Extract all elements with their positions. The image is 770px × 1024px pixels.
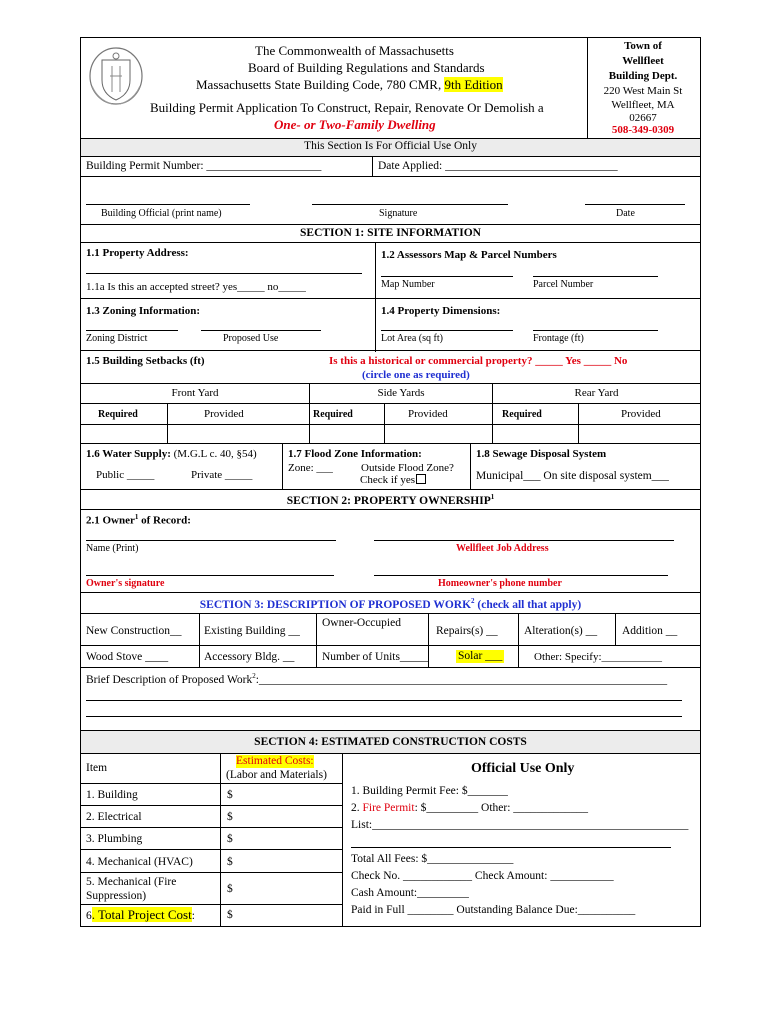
- rule: [492, 383, 493, 443]
- brief-description-label: Brief Description of Proposed Work: [86, 673, 253, 686]
- building-permit-fee-field[interactable]: 1. Building Permit Fee: $_______: [351, 785, 508, 797]
- rule: [518, 613, 519, 667]
- check-if-yes: [360, 474, 426, 487]
- rule: [282, 443, 283, 489]
- job-address-caption: Wellfleet Job Address: [456, 543, 549, 554]
- cost-row-fire-label-2: Suppression): [86, 890, 147, 902]
- border-top: [80, 37, 701, 38]
- proposed-use-caption: Proposed Use: [223, 333, 279, 344]
- homeowner-phone-caption: Homeowner's phone number: [438, 578, 562, 589]
- brief-line-2[interactable]: [86, 700, 682, 701]
- town-line-3: Building Dept.: [608, 70, 678, 82]
- rear-required: Required: [502, 409, 542, 420]
- labor-materials-header: (Labor and Materials): [226, 769, 327, 781]
- rule: [309, 383, 310, 443]
- rule: [80, 645, 701, 646]
- sewage-field[interactable]: Municipal___ On site disposal system___: [476, 470, 669, 482]
- water-supply-title: 1.6 Water Supply:: [86, 448, 171, 460]
- header-line-1: The Commonwealth of Massachusetts: [255, 43, 454, 58]
- rule: [80, 783, 343, 784]
- official-name-caption: Building Official (print name): [101, 208, 222, 219]
- accessory-bldg-option[interactable]: Accessory Bldg. __: [204, 651, 295, 663]
- alteration-option[interactable]: Alteration(s) __: [524, 625, 598, 637]
- town-box-divider: [587, 37, 588, 138]
- lot-area-caption: Lot Area (sq ft): [381, 333, 443, 344]
- lot-area-line[interactable]: [381, 330, 513, 331]
- check-if-yes-text: Check if yes: [360, 474, 415, 486]
- official-use-header: Official Use Only: [471, 761, 575, 776]
- rule: [80, 805, 343, 806]
- map-number-caption: Map Number: [381, 279, 435, 290]
- owner-footnote: 1: [134, 513, 139, 521]
- addition-option[interactable]: Addition __: [622, 625, 678, 637]
- cost-row-fire-label: 5. Mechanical (Fire: [86, 876, 177, 888]
- town-address: 220 West Main St: [603, 85, 683, 97]
- solar-option[interactable]: Solar ___: [458, 650, 503, 662]
- outside-flood-zone: Outside Flood Zone?: [361, 462, 454, 474]
- section3-footnote: 2: [471, 597, 475, 605]
- homeowner-phone-line[interactable]: [374, 575, 668, 576]
- owner-label-text: 2.1 Owner: [86, 514, 135, 527]
- owner-of-record-label: [86, 513, 191, 527]
- total-colon: :: [191, 910, 195, 922]
- wood-stove-option[interactable]: Wood Stove ____: [86, 651, 169, 663]
- owner-occupied-option[interactable]: Owner-Occupied: [322, 617, 401, 629]
- official-signature-caption: Signature: [379, 208, 418, 219]
- side-yards-header: Side Yards: [377, 387, 425, 399]
- owner-label-tail: of Record:: [138, 514, 191, 527]
- rule: [80, 443, 701, 444]
- rule: [220, 753, 221, 926]
- water-supply-label: [86, 448, 257, 461]
- official-signature-line[interactable]: [312, 204, 508, 205]
- cost-row-plumbing-value[interactable]: $: [227, 833, 233, 845]
- dimensions-label: 1.4 Property Dimensions:: [381, 305, 501, 317]
- cost-row-plumbing-label: 3. Plumbing: [86, 833, 143, 845]
- zoning-district-line[interactable]: [86, 330, 178, 331]
- checkbox-icon[interactable]: [416, 474, 426, 484]
- official-date-line[interactable]: [585, 204, 685, 205]
- job-address-line[interactable]: [374, 540, 674, 541]
- rule: [80, 138, 701, 139]
- rule: [80, 904, 343, 905]
- header-line-5: One- or Two-Family Dwelling: [274, 117, 436, 132]
- cost-row-building-label: 1. Building: [86, 789, 138, 801]
- cost-row-electrical-value[interactable]: $: [227, 811, 233, 823]
- total-number: 6: [86, 910, 92, 922]
- rule: [342, 753, 343, 926]
- front-yard-header: Front Yard: [171, 387, 219, 399]
- fire-permit-label: Fire Permit: [362, 802, 415, 814]
- border-left: [80, 37, 81, 927]
- brief-description-field[interactable]: [86, 672, 667, 687]
- circle-one-note: (circle one as required): [362, 369, 470, 381]
- frontage-caption: Frontage (ft): [533, 333, 584, 344]
- flood-zone-label: 1.7 Flood Zone Information:: [288, 448, 422, 460]
- rule: [80, 224, 701, 225]
- other-specify-field[interactable]: Other: Specify:___________: [534, 651, 663, 663]
- repairs-option[interactable]: Repairs(s) __: [436, 625, 498, 637]
- massachusetts-seal-icon: [88, 46, 144, 106]
- parcel-number-caption: Parcel Number: [533, 279, 594, 290]
- rule: [80, 753, 701, 754]
- town-city: Wellfleet, MA: [611, 99, 675, 111]
- official-date-caption: Date: [616, 208, 635, 219]
- accepted-street-field[interactable]: 1.1a Is this an accepted street? yes_____ no_____: [86, 281, 306, 293]
- section3-title-text: SECTION 3: DESCRIPTION OF PROPOSED WORK: [199, 598, 472, 611]
- rule: [80, 489, 701, 490]
- rule: [80, 424, 701, 425]
- rule: [615, 613, 616, 645]
- brief-description-line: :_______________________________________________________________________: [255, 673, 668, 686]
- name-print-caption: Name (Print): [86, 543, 139, 554]
- rule: [80, 872, 343, 873]
- rule: [80, 156, 701, 157]
- zoning-label: 1.3 Zoning Information:: [86, 305, 200, 317]
- setbacks-label: 1.5 Building Setbacks (ft): [86, 355, 205, 367]
- cost-row-hvac-value[interactable]: $: [227, 856, 233, 868]
- cost-row-fire-value[interactable]: $: [227, 883, 233, 895]
- brief-line-3[interactable]: [86, 716, 682, 717]
- rule: [316, 613, 317, 667]
- check-number-field[interactable]: Check No. ____________ Check Amount: ___________: [351, 870, 614, 882]
- section3-title: [81, 597, 700, 612]
- rule: [80, 849, 343, 850]
- rule: [80, 827, 343, 828]
- zoning-district-caption: Zoning District: [86, 333, 148, 344]
- property-address-line[interactable]: [86, 273, 362, 274]
- cost-row-total-label: [86, 908, 195, 923]
- official-heading: This Section Is For Official Use Only: [304, 140, 477, 152]
- rule: [80, 242, 701, 243]
- rule: [80, 592, 701, 593]
- cost-row-total-value[interactable]: $: [227, 909, 233, 921]
- property-address-label: 1.1 Property Address:: [86, 247, 189, 259]
- official-name-line[interactable]: [86, 204, 250, 205]
- cost-row-electrical-label: 2. Electrical: [86, 811, 142, 823]
- town-line-2: Wellfleet: [622, 55, 664, 67]
- rule: [80, 350, 701, 351]
- rule: [80, 613, 701, 614]
- border-bottom: [80, 926, 701, 927]
- date-applied-field[interactable]: Date Applied: ______________________________: [378, 160, 618, 172]
- side-provided: Provided: [408, 408, 448, 420]
- estimated-costs-header: Estimated Costs:: [236, 755, 314, 767]
- rule: [80, 176, 701, 177]
- water-public-field[interactable]: Public _____: [96, 469, 155, 481]
- rule: [199, 613, 200, 667]
- section4-title: SECTION 4: ESTIMATED CONSTRUCTION COSTS: [254, 736, 527, 748]
- rule: [80, 509, 701, 510]
- fee-list-field[interactable]: List:_______________________________________________________: [351, 819, 689, 831]
- header-line-3: [196, 78, 503, 93]
- item-header: Item: [86, 762, 108, 774]
- owner-name-line[interactable]: [86, 540, 336, 541]
- section2-title: [81, 493, 700, 508]
- total-fees-field[interactable]: Total All Fees: $_______________: [351, 853, 514, 865]
- water-supply-ref: (M.G.L c. 40, §54): [170, 448, 257, 460]
- parcel-number-line[interactable]: [533, 276, 658, 277]
- total-project-cost-highlight: . Total Project Cost: [91, 907, 192, 922]
- front-required: Required: [98, 409, 138, 420]
- flood-zone-field[interactable]: Zone: ___: [288, 462, 333, 474]
- town-line-1: Town of: [624, 40, 662, 52]
- brief-footnote: 2: [252, 672, 256, 680]
- new-construction-option[interactable]: New Construction__: [86, 625, 182, 637]
- existing-building-option[interactable]: Existing Building __: [204, 625, 300, 637]
- town-phone: 508-349-0309: [611, 124, 675, 136]
- town-zip: 02667: [629, 112, 657, 124]
- rule: [372, 156, 373, 176]
- edition-highlight: 9th Edition: [444, 77, 503, 92]
- owner-signature-line[interactable]: [86, 575, 334, 576]
- owner-signature-caption: Owner's signature: [86, 578, 165, 589]
- cost-row-hvac-label: 4. Mechanical (HVAC): [86, 856, 193, 868]
- rule: [375, 242, 376, 352]
- historical-question[interactable]: Is this a historical or commercial property? _____ Yes _____ No: [329, 355, 628, 367]
- water-private-field[interactable]: Private _____: [191, 469, 253, 481]
- permit-number-field[interactable]: Building Permit Number: ____________________: [86, 160, 322, 172]
- rule: [384, 403, 385, 443]
- number-of-units-field[interactable]: Number of Units_____: [322, 651, 429, 663]
- section1-title: SECTION 1: SITE INFORMATION: [300, 227, 481, 239]
- map-number-line[interactable]: [381, 276, 513, 277]
- fee-list-line-2[interactable]: [351, 847, 671, 848]
- rule: [80, 403, 701, 404]
- assessors-label: 1.2 Assessors Map & Parcel Numbers: [381, 249, 557, 261]
- sewage-label: 1.8 Sewage Disposal System: [476, 448, 607, 460]
- header-line-4: Building Permit Application To Construct, Repair, Renovate Or Demolish a: [150, 100, 544, 115]
- cost-row-building-value[interactable]: $: [227, 789, 233, 801]
- header-line-2: Board of Building Regulations and Standards: [248, 60, 485, 75]
- side-required: Required: [313, 409, 353, 420]
- section2-title-text: SECTION 2: PROPERTY OWNERSHIP: [286, 494, 491, 507]
- rule: [80, 667, 701, 668]
- proposed-use-line[interactable]: [201, 330, 321, 331]
- rule: [80, 298, 701, 299]
- section2-footnote: 1: [490, 493, 495, 501]
- front-provided: Provided: [204, 408, 244, 420]
- rear-yard-header: Rear Yard: [574, 387, 619, 399]
- border-right: [700, 37, 701, 927]
- fire-permit-number: 2.: [351, 802, 363, 814]
- fire-permit-tail: : $_________ Other: _____________: [414, 802, 589, 814]
- section3-title-tail: (check all that apply): [474, 598, 582, 611]
- rule: [470, 443, 471, 489]
- rule: [80, 383, 701, 384]
- paid-in-full-field[interactable]: Paid in Full ________ Outstanding Balance Due:__________: [351, 904, 636, 916]
- frontage-line[interactable]: [533, 330, 658, 331]
- rear-provided: Provided: [621, 408, 661, 420]
- header-line-3-text: Massachusetts State Building Code, 780 CMR,: [196, 77, 445, 92]
- rule: [578, 403, 579, 443]
- fire-permit-fee-field[interactable]: [351, 802, 588, 815]
- rule: [167, 403, 168, 443]
- cash-amount-field[interactable]: Cash Amount:_________: [351, 887, 469, 899]
